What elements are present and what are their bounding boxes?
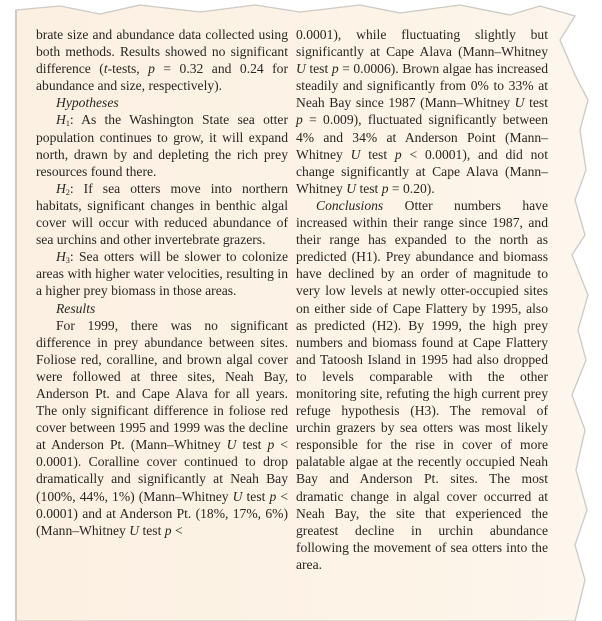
intro-paragraph: brate size and abundance data collected using both methods. Results showed no significant difference (t-tests, p = 0.32 and 0.24 for abundance and size, respectively).	[36, 27, 288, 94]
conclusions-paragraph: Conclusions Otter numbers have increased within their range since 1987, and their range has expanded to the north as predicted (H1). Prey abundance and biomass have declined by an order of magnitude to very low levels at newly otter-occupied sites on either side of Cape Flattery by 1995, also as predicted (H2). By 1999, the high prey numbers and biomass found at Cape Flattery and Tatoosh Island in 1995 had also dropped to levels comparable with the other monitoring site, refuting the high current prey refuge hypothesis (H3). The removal of urchin grazers by sea otters was most likely responsible for the rise in cover of more palatable algae at the recently occupied Neah Bay and Anderson Pt. sites. The most dramatic change in algal cover occurred at Neah Bay, the site that experienced the greatest decline in urchin abundance following the movement of sea otters into the area.	[296, 197, 548, 572]
results-heading: Results	[56, 300, 96, 316]
document-page	[36, 26, 548, 573]
results-continued-paragraph: 0.0001), while fluctuating slightly but significantly at Cape Alava (Mann–Whitney U test p = 0.0006). Brown algae has increased steadily and significantly from 0% to 33% at Neah Bay since 1987 (Mann–Whitney U test p = 0.009), fluctuated significantly between 4% and 34% at Anderson Point (Mann–Whitney U test p < 0.0001), and did not change significantly at Cape Alava (Mann–Whitney U test p = 0.20).	[296, 27, 548, 196]
conclusions-heading: Conclusions	[316, 197, 384, 213]
hypotheses-heading: Hypotheses	[56, 95, 119, 111]
hypothesis-1: $H_1$: As the Washington State sea otter population continues to grow, it will expand north, drawn by and depleting the rich prey resources found there.	[36, 112, 288, 179]
left-column	[36, 26, 288, 573]
hypothesis-2: $H_2$: If sea otters move into northern habitats, significant changes in benthic algal cover will occur with reduced abundance of sea urchins and other invertebrate grazers.	[36, 180, 288, 248]
right-column	[296, 26, 548, 573]
hypothesis-3: $H_3$: Sea otters will be slower to colonize areas with higher water velocities, resulting in a higher prey biomass in those areas.	[36, 249, 288, 299]
results-paragraph: For 1999, there was no significant difference in prey abundance between sites. Foliose red, coralline, and brown algal cover were followed at three sites, Neah Bay, Anderson Pt. and Cape Alava for all years. The only significant difference in foliose red cover between 1995 and 1999 was the decline at Anderson Pt. (Mann–Whitney U test p < 0.0001). Coralline cover continued to drop dramatically and significantly at Neah Bay (100%, 44%, 1%) (Mann–Whitney U test p < 0.0001) and at Anderson Pt. (18%, 17%, 6%) (Mann–Whitney U test p <	[36, 317, 288, 538]
